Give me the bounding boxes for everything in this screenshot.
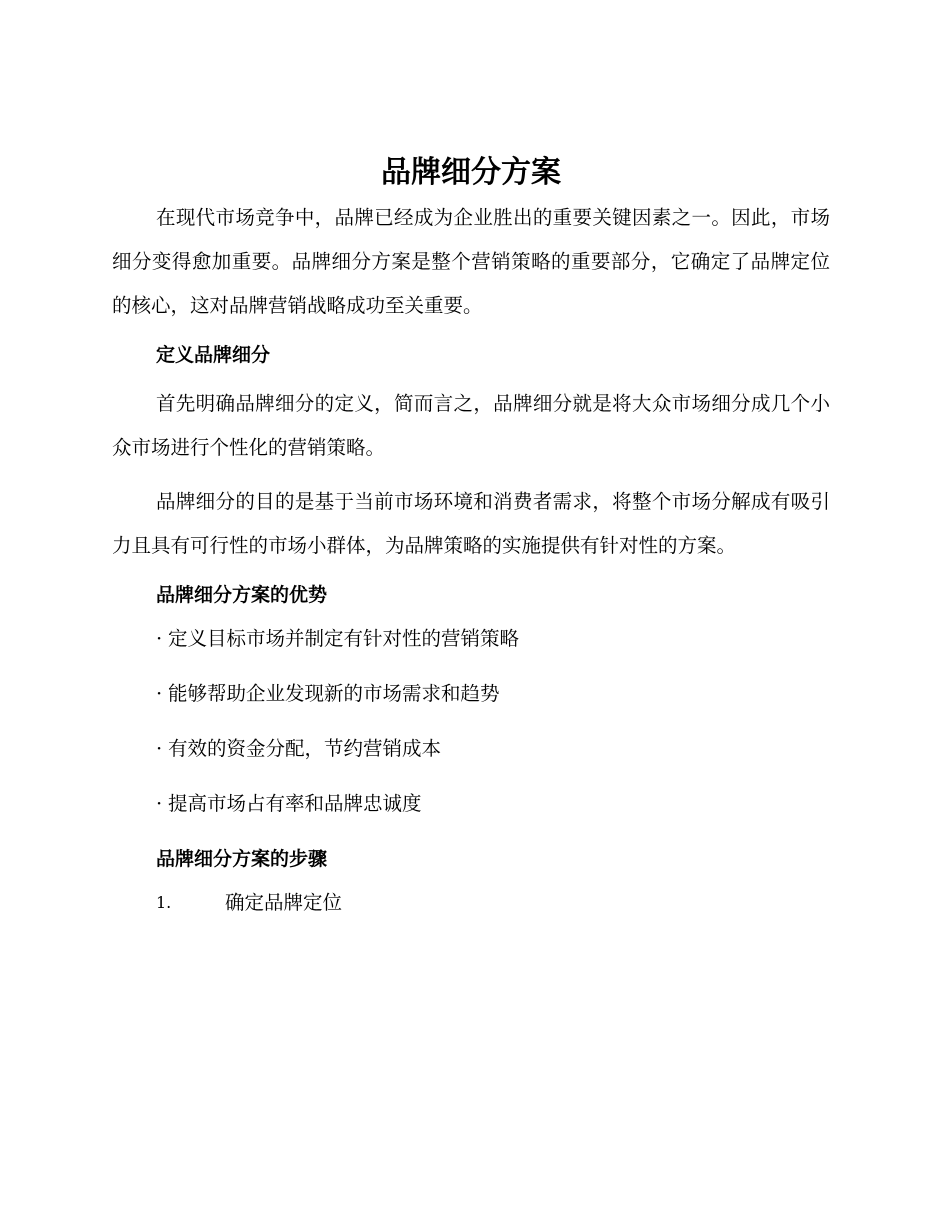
intro-paragraph: 在现代市场竞争中，品牌已经成为企业胜出的重要关键因素之一。因此，市场细分变得愈加重要。品牌细分方案是整个营销策略的重要部分，它确定了品牌定位的核心，这对品牌营销战略成功至关重要。 <box>112 206 830 317</box>
steps-list <box>112 886 830 920</box>
list-item <box>156 622 830 656</box>
advantages-list <box>112 622 830 821</box>
list-item-text: 有效的资金分配，节约营销成本 <box>168 737 442 760</box>
step-text: 确定品牌定位 <box>225 891 343 914</box>
step-item <box>156 886 830 920</box>
bullet-mark: · <box>156 682 163 705</box>
list-item <box>156 732 830 766</box>
document-title: 品牌细分方案 <box>381 155 561 190</box>
list-item-text: 提高市场占有率和品牌忠诚度 <box>168 792 422 815</box>
bullet-mark: · <box>156 737 163 760</box>
section-heading-definition: 定义品牌细分 <box>156 344 271 366</box>
definition-paragraph-1: 首先明确品牌细分的定义，简而言之，品牌细分就是将大众市场细分成几个小众市场进行个性化的营销策略。 <box>112 392 830 459</box>
step-number: 1. <box>156 893 172 912</box>
list-item <box>156 787 830 821</box>
bullet-mark: · <box>156 627 163 650</box>
list-item-text: 能够帮助企业发现新的市场需求和趋势 <box>168 682 500 705</box>
list-item <box>156 677 830 711</box>
list-item-text: 定义目标市场并制定有针对性的营销策略 <box>168 627 520 650</box>
document-page <box>112 150 830 920</box>
definition-paragraph-2: 品牌细分的目的是基于当前市场环境和消费者需求，将整个市场分解成有吸引力且具有可行性的市场小群体，为品牌策略的实施提供有针对性的方案。 <box>112 490 830 557</box>
section-heading-advantages: 品牌细分方案的优势 <box>156 584 328 606</box>
section-heading-steps: 品牌细分方案的步骤 <box>156 848 328 870</box>
bullet-mark: · <box>156 792 163 815</box>
